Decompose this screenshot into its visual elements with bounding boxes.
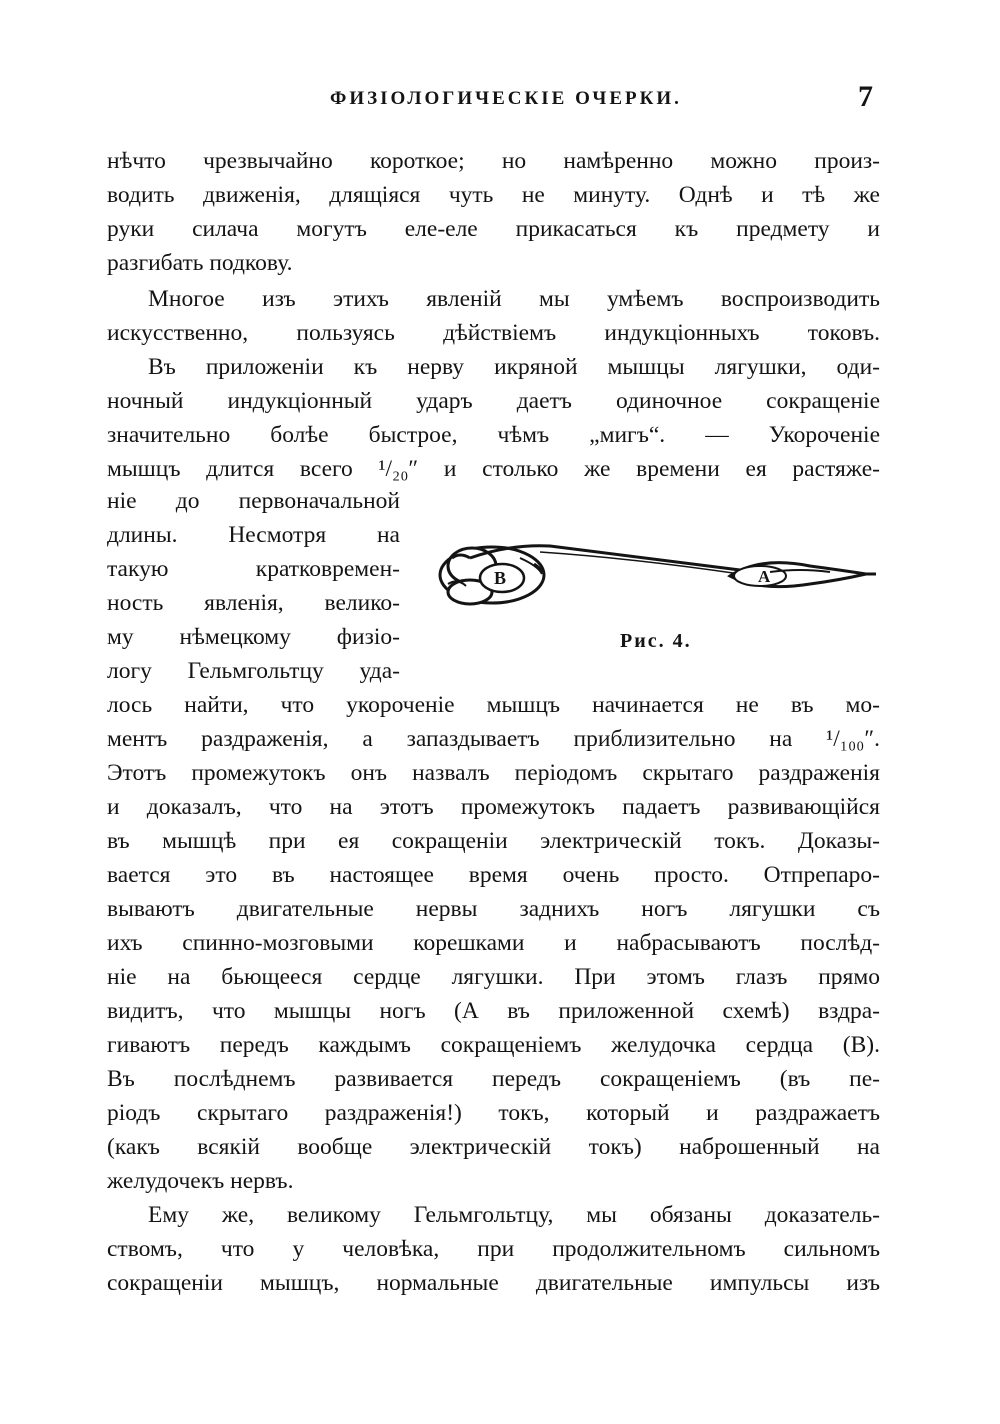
text-line: нiе до первоначальной [107,488,400,514]
nerve-line-2 [540,552,740,574]
label-b: B [494,568,507,588]
text-line: мышцъ длится всего ¹/₂₀″ и столько же времени ея растяже- [107,456,880,482]
text-line: Ему же, великому Гельмгольтцу, мы обязаны доказатель- [148,1202,880,1228]
figure-caption: Рис. 4. [620,630,692,652]
text-line: нiе на бьющееся сердце лягушки. При этомъ глазъ прямо [107,964,880,990]
text-line: такую кратковремен- [107,556,400,582]
text-line: му нѣмецкому физiо- [107,624,400,650]
figure-heart-nerve-muscle [430,528,880,678]
text-line: ихъ спинно-мозговыми корешками и набрасываютъ послѣд- [107,930,880,956]
text-line: водить движенiя, длящiяся чуть не минуту. Однѣ и тѣ же [107,182,880,208]
text-line: ствомъ, что у человѣка, при продолжительномъ сильномъ [107,1236,880,1262]
text-line: желудочекъ нервъ. [107,1168,294,1194]
page-header [0,80,1000,120]
text-line: ночный индукцiонный ударъ даетъ одиночное сокращенiе [107,388,880,414]
text-line: ность явленiя, велико- [107,590,400,616]
text-line: разгибать подкову. [107,250,293,276]
text-line: Въ послѣднемъ развивается передъ сокращенiемъ (въ пе- [107,1066,880,1092]
heart-muscle-illustration [430,528,880,628]
label-a: A [758,567,771,586]
text-line: логу Гельмгольтцу уда- [107,658,400,684]
text-line: Въ приложенiи къ нерву икряной мышцы лягушки, оди- [148,354,880,380]
text-line: Этотъ промежутокъ онъ назвалъ перiодомъ скрытаго раздраженiя [107,760,880,786]
text-line: (какъ всякiй вообще электрическiй токъ) наброшенный на [107,1134,880,1160]
text-line: сокращенiи мышцъ, нормальные двигательные импульсы изъ [107,1270,880,1296]
text-line: вываютъ двигательные нервы заднихъ ногъ лягушки съ [107,896,880,922]
muscle-drawing [730,563,876,587]
text-line: значительно болѣе быстрое, чѣмъ „мигъ“. — Укороченiе [107,422,880,448]
text-line: въ мышцѣ при ея сокращенiи электрическiй токъ. Доказы- [107,828,880,854]
heart-drawing [440,547,544,604]
text-line: руки силача могутъ еле-еле прикасаться къ предмету и [107,216,880,242]
text-line: рiодъ скрытаго раздраженiя!) токъ, который и раздражаетъ [107,1100,880,1126]
running-title: ФИЗIОЛОГИЧЕСКIЕ ОЧЕРКИ. [330,88,682,109]
text-line: вается это въ настоящее время очень просто. Отпрепаро- [107,862,880,888]
text-line: искусственно, пользуясь дѣйствiемъ индукцiонныхъ токовъ. [107,320,880,346]
page-number: 7 [858,80,873,113]
text-line: Многое изъ этихъ явленiй мы умѣемъ воспроизводить [148,286,880,312]
text-line: нѣчто чрезвычайно короткое; но намѣренно можно произ- [107,148,880,174]
text-line: длины. Несмотря на [107,522,400,548]
text-line: и доказалъ, что на этотъ промежутокъ падаетъ развивающiйся [107,794,880,820]
text-line: видитъ, что мышцы ногъ (А въ приложенной схемѣ) вздра- [107,998,880,1024]
text-line: ментъ раздраженiя, а запаздываетъ приблизительно на ¹/₁₀₀″. [107,726,880,752]
text-line: гиваютъ передъ каждымъ сокращенiемъ желудочка сердца (В). [107,1032,880,1058]
text-line: лось найти, что укороченiе мышцъ начинается не въ мо- [107,692,880,718]
